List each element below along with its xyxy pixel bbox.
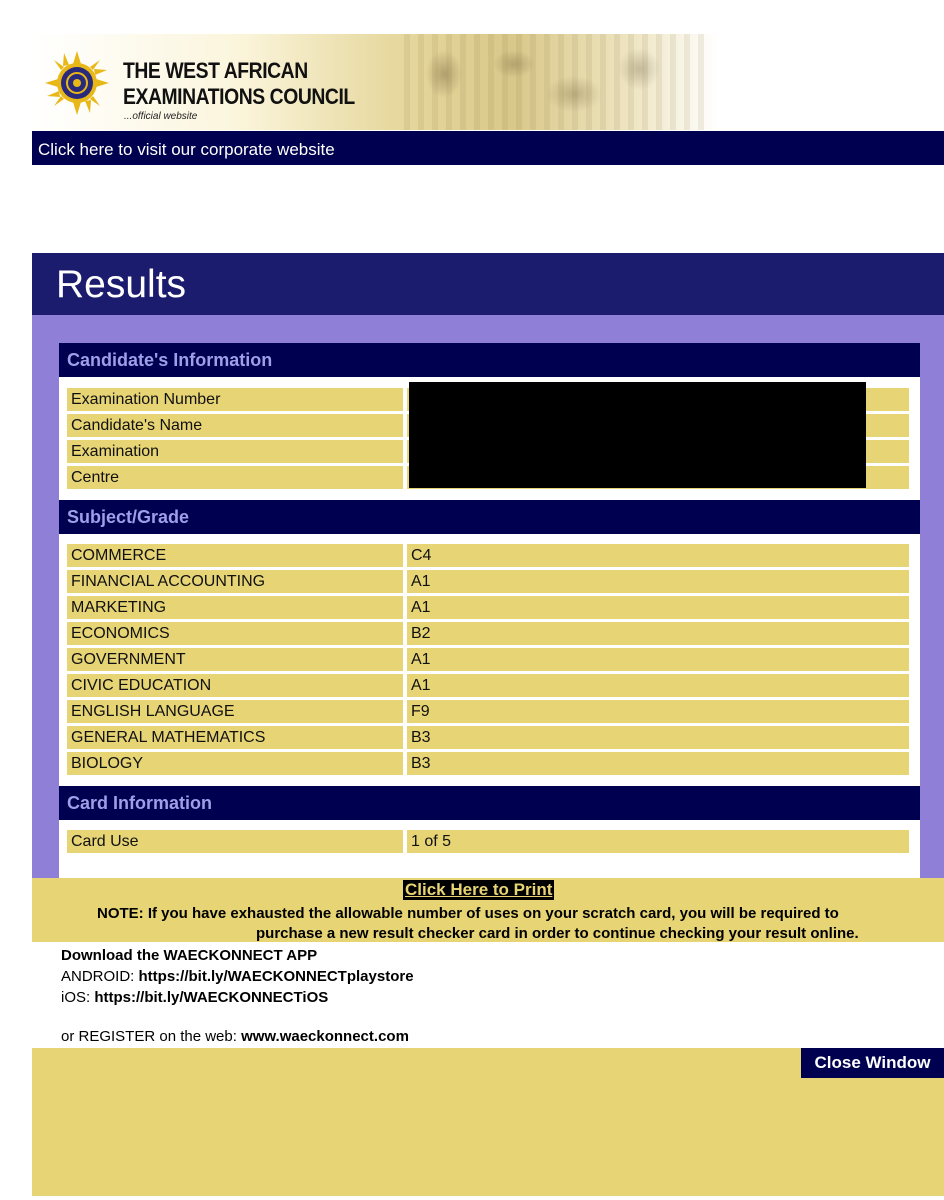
register-url: www.waeckonnect.com — [241, 1028, 409, 1045]
subject-grade: A1 — [411, 677, 431, 694]
org-tagline: ...official website — [124, 111, 198, 122]
subject-name: GENERAL MATHEMATICS — [71, 729, 266, 746]
ios-url: https://bit.ly/WAECKONNECTiOS — [94, 989, 329, 1006]
card-row — [67, 830, 909, 853]
subject-grade: A1 — [411, 599, 431, 616]
subject-name: COMMERCE — [71, 547, 167, 564]
subject-name: MARKETING — [71, 599, 167, 616]
download-title: Download the WAECKONNECT APP — [61, 947, 318, 964]
candidate-field-label: Candidate's Name — [71, 417, 203, 434]
close-window-button[interactable]: Close Window — [801, 1048, 944, 1078]
org-name-line2: EXAMINATIONS COUNCIL — [123, 84, 355, 109]
subject-row — [67, 726, 909, 749]
subject-name: GOVERNMENT — [71, 651, 186, 668]
subject-grade: B3 — [411, 755, 431, 772]
android-url: https://bit.ly/WAECKONNECTplaystore — [138, 968, 414, 985]
subject-grade: C4 — [411, 547, 432, 564]
waec-seal-icon — [44, 50, 110, 116]
subject-row — [67, 596, 909, 619]
subject-grade: F9 — [411, 703, 430, 720]
subject-name: ECONOMICS — [71, 625, 170, 642]
ios-label: iOS: — [61, 989, 95, 1006]
corporate-website-link[interactable]: Click here to visit our corporate website — [38, 140, 335, 159]
header-banner — [32, 34, 718, 130]
subject-grade: A1 — [411, 651, 431, 668]
results-title: Results — [56, 263, 187, 306]
candidate-section-title: Candidate's Information — [67, 350, 273, 370]
subject-row — [67, 674, 909, 697]
card-use-value: 1 of 5 — [411, 833, 452, 850]
subject-section-title: Subject/Grade — [67, 507, 190, 527]
ios-line — [61, 989, 328, 1006]
subject-row — [67, 700, 909, 723]
subject-row — [67, 648, 909, 671]
subject-grade: A1 — [411, 573, 431, 590]
android-line — [61, 968, 414, 985]
card-section-header — [59, 786, 920, 820]
subject-name: FINANCIAL ACCOUNTING — [71, 573, 266, 590]
banner-photo — [404, 34, 704, 130]
subject-name: CIVIC EDUCATION — [71, 677, 212, 694]
subject-row — [67, 544, 909, 567]
print-link[interactable]: Click Here to Print — [405, 880, 553, 899]
android-label: ANDROID: — [61, 968, 139, 985]
note-text-line2: purchase a new result checker card in order to continue checking your result online. — [256, 925, 859, 942]
candidate-field-label: Centre — [71, 469, 120, 486]
candidate-field-label: Examination Number — [71, 391, 221, 408]
card-section-title: Card Information — [67, 793, 213, 813]
candidate-field-label: Examination — [71, 443, 160, 460]
redaction-box — [409, 382, 866, 488]
register-label: or REGISTER on the web: — [61, 1028, 242, 1045]
subject-grade: B3 — [411, 729, 431, 746]
note-text-line1: NOTE: If you have exhausted the allowable number of uses on your scratch card, you will be required to — [97, 905, 839, 922]
subject-name: BIOLOGY — [71, 755, 144, 772]
subject-grade: B2 — [411, 625, 431, 642]
subject-row — [67, 622, 909, 645]
card-use-label: Card Use — [71, 833, 139, 850]
subject-row — [67, 752, 909, 775]
register-line — [61, 1028, 409, 1045]
subject-name: ENGLISH LANGUAGE — [71, 703, 235, 720]
org-name-line1: THE WEST AFRICAN — [123, 58, 308, 83]
subject-section-header — [59, 500, 920, 534]
candidate-section-header — [59, 343, 920, 377]
subject-row — [67, 570, 909, 593]
